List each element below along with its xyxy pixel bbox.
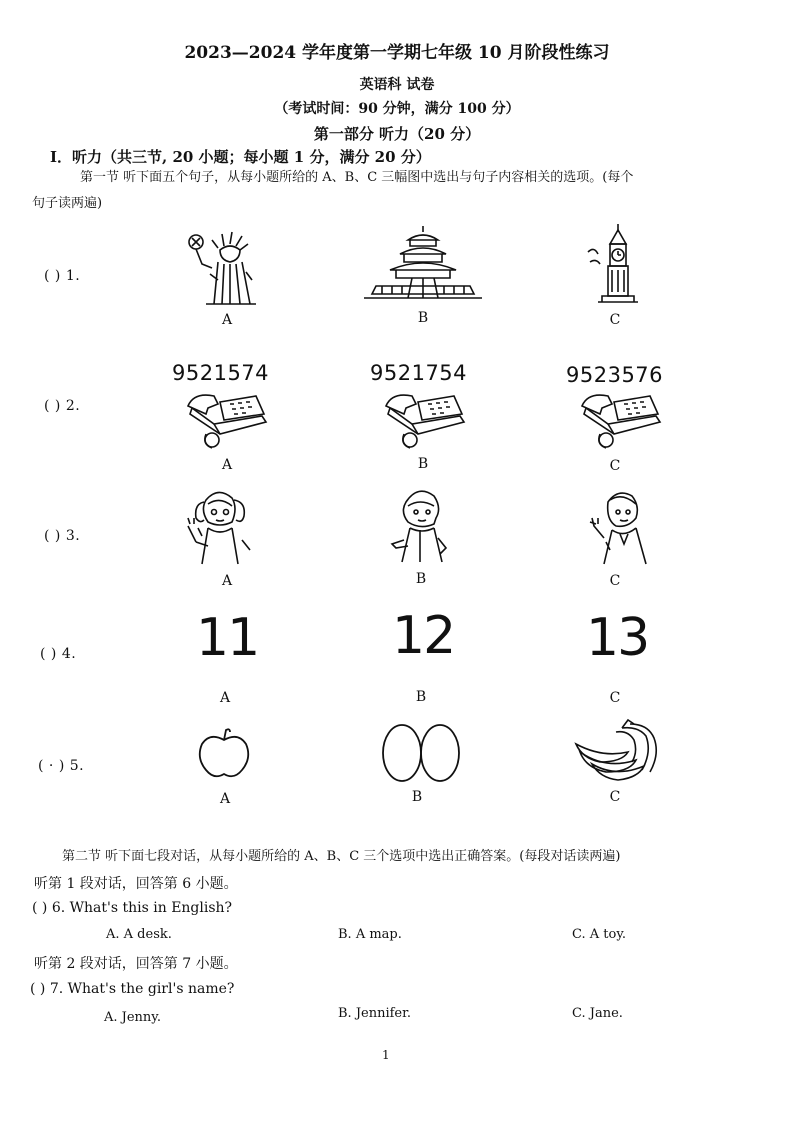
question-5-number: ( · ) 5. bbox=[38, 758, 85, 774]
listening-section-heading: Ⅰ．听力（共三节, 20 小题；每小题 1 分，满分 20 分） bbox=[50, 148, 431, 166]
section2-instruction: 第二节 听下面七段对话，从每小题所给的 A、B、C 三个选项中选出正确答案。(每段对话读两遍) bbox=[62, 849, 621, 864]
q7-option-b: B. Jennifer. bbox=[338, 1006, 412, 1021]
q2-option-a-label: A bbox=[221, 457, 233, 473]
dialog-1-intro: 听第 1 段对话，回答第 6 小题。 bbox=[34, 876, 238, 892]
girl-pigtails-icon bbox=[186, 484, 252, 566]
q6-option-a: A. A desk. bbox=[106, 927, 172, 942]
girl-short-hair-icon bbox=[390, 484, 452, 564]
part-one-title: 第一部分 听力（20 分） bbox=[313, 125, 481, 143]
q2-option-b-label: B bbox=[417, 456, 429, 472]
q2-phone-number-b: 9521754 bbox=[370, 361, 468, 385]
telephone-icon-c bbox=[578, 388, 664, 450]
q6-option-c: C. A toy. bbox=[572, 927, 627, 942]
question-6-stem: ( ) 6. What's this in English? bbox=[32, 900, 233, 916]
q4-number-c: 13 bbox=[586, 608, 649, 668]
big-ben-icon bbox=[584, 222, 644, 306]
q3-option-b-label: B bbox=[415, 571, 427, 587]
question-4-number: ( ) 4. bbox=[40, 646, 77, 662]
q2-phone-number-a: 9521574 bbox=[172, 361, 270, 385]
q7-option-a: A. Jenny. bbox=[104, 1010, 162, 1025]
statue-of-liberty-icon bbox=[184, 228, 274, 306]
page-number: 1 bbox=[382, 1048, 390, 1062]
exam-title: 2023—2024 学年度第一学期七年级 10 月阶段性练习 bbox=[184, 43, 610, 63]
q3-option-c-label: C bbox=[609, 573, 621, 589]
q1-option-a-label: A bbox=[221, 312, 233, 328]
q4-option-c-label: C bbox=[609, 690, 621, 706]
dialog-2-intro: 听第 2 段对话，回答第 7 小题。 bbox=[34, 956, 238, 972]
q1-option-c-label: C bbox=[609, 312, 621, 328]
q6-option-b: B. A map. bbox=[338, 927, 402, 942]
section1-instruction: 第一节 听下面五个句子，从每小题所给的 A、B、C 三幅图中选出与句子内容相关的选项。(每个 bbox=[80, 170, 634, 185]
q4-option-b-label: B bbox=[415, 689, 427, 705]
q4-number-a: 11 bbox=[196, 608, 259, 668]
question-3-number: ( ) 3. bbox=[44, 528, 81, 544]
apple-icon bbox=[196, 728, 252, 780]
question-2-number: ( ) 2. bbox=[44, 398, 81, 414]
q4-number-b: 12 bbox=[392, 606, 455, 666]
boy-icon bbox=[586, 486, 652, 566]
exam-time-info: （考试时间：90 分钟，满分 100 分） bbox=[274, 101, 520, 117]
q1-option-b-label: B bbox=[417, 310, 429, 326]
q2-option-c-label: C bbox=[609, 458, 621, 474]
question-7-stem: ( ) 7. What's the girl's name? bbox=[30, 981, 235, 997]
bananas-icon bbox=[572, 718, 662, 784]
q5-option-b-label: B bbox=[411, 789, 423, 805]
temple-of-heaven-icon bbox=[362, 224, 484, 300]
q5-option-a-label: A bbox=[219, 791, 231, 807]
eggs-icon bbox=[380, 722, 464, 784]
q4-option-a-label: A bbox=[219, 690, 231, 706]
q5-option-c-label: C bbox=[609, 789, 621, 805]
telephone-icon-b bbox=[382, 388, 468, 450]
section1-instruction-cont: 句子读两遍) bbox=[32, 196, 103, 211]
q7-option-c: C. Jane. bbox=[572, 1006, 623, 1021]
q2-phone-number-c: 9523576 bbox=[566, 363, 664, 387]
subject-title: 英语科 试卷 bbox=[359, 77, 435, 93]
telephone-icon-a bbox=[184, 388, 270, 450]
question-1-number: ( ) 1. bbox=[44, 268, 81, 284]
q3-option-a-label: A bbox=[221, 573, 233, 589]
